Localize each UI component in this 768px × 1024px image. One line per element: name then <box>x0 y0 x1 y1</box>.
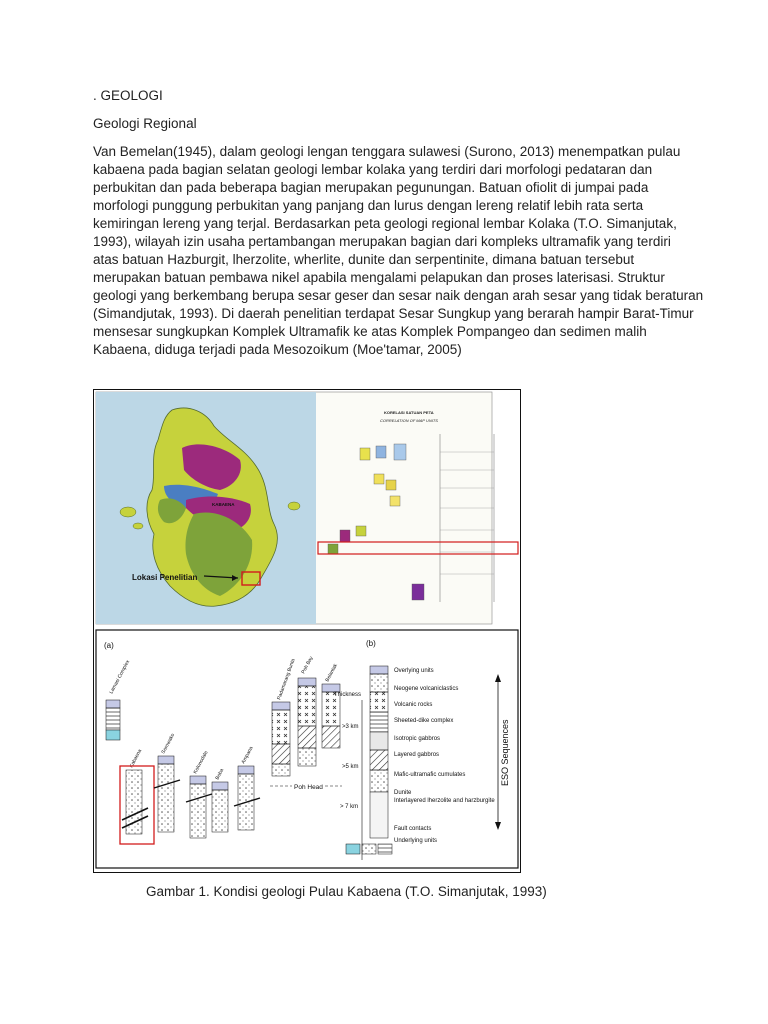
svg-text:Underlying units: Underlying units <box>394 838 438 844</box>
paragraph-line: Kabaena, diduga terjadi pada Mesozoikum (Moe'tamar, 2005) <box>93 342 462 357</box>
svg-text:Padamarang Bunta: Padamarang Bunta <box>276 658 297 701</box>
paragraph-line: atas batuan Hazburgit, lherzolite, wherlite, dunite dan serpentinite, dimana batuan tersebut <box>93 252 635 267</box>
svg-text:Volcanic rocks: Volcanic rocks <box>394 702 433 708</box>
paragraph-line: mensesar sungkupkan Komplek Ultramafik ke atas Komplek Pompangeo dan sedimen malih <box>93 324 647 339</box>
figure-caption: Gambar 1. Kondisi geologi Pulau Kabaena (T.O. Simanjutak, 1993) <box>146 884 547 899</box>
paragraph-line: merupakan batuan pembawa nikel apabila mengalami pelapukan dan proses laterisasi. Struktur <box>93 270 665 285</box>
svg-text:ESO Sequences: ESO Sequences <box>500 719 510 786</box>
svg-text:Thickness: Thickness <box>334 692 362 698</box>
svg-text:Ampana: Ampana <box>240 745 255 765</box>
svg-text:Sorowako: Sorowako <box>160 732 177 755</box>
svg-text:Dunite: Dunite <box>394 790 412 796</box>
svg-text:Neogene volcaniclastics: Neogene volcaniclastics <box>394 686 459 692</box>
svg-text:Fault contacts: Fault contacts <box>394 826 432 832</box>
svg-text:Kolonodale: Kolonodale <box>192 750 210 775</box>
figure-graphic <box>94 390 520 872</box>
island-label: KABAENA <box>212 502 235 507</box>
panel-a-label: (a) <box>104 641 114 650</box>
panel-b-label: (b) <box>366 639 376 648</box>
poh-head-label: Poh Head <box>294 784 323 791</box>
svg-text:Lamasi Complex: Lamasi Complex <box>108 659 132 695</box>
svg-text:Boba: Boba <box>214 767 226 781</box>
svg-text:>5 km: >5 km <box>342 764 359 770</box>
svg-text:Sheeted-dike complex: Sheeted-dike complex <box>394 718 454 724</box>
svg-text:Overlying units: Overlying units <box>394 668 434 674</box>
subsection-title: Geologi Regional <box>93 116 197 131</box>
paragraph-line: Van Bemelan(1945), dalam geologi lengan tenggara sulawesi (Surono, 2013) menempatkan pulau <box>93 144 681 159</box>
map-location-label: Lokasi Penelitian <box>132 573 198 582</box>
paragraph-line: (Simandjutak, 1993). Di daerah penelitian terdapat Sesar Sungkup yang berarah hampir Barat-Timur <box>93 306 694 321</box>
legend-title: KORELASI SATUAN PETA <box>384 410 434 415</box>
svg-text:Mafic-ultramafic cumulates: Mafic-ultramafic cumulates <box>394 772 466 778</box>
paragraph-line: kabaena pada bagian selatan geologi lembar kolaka yang terdiri dari morfologi pedataran dan <box>93 162 653 177</box>
svg-text:Interlayered lherzolite and ha: Interlayered lherzolite and harzburgite <box>394 798 495 804</box>
stratigraphy-panel <box>96 630 518 868</box>
svg-text:> 7 km: > 7 km <box>340 804 359 810</box>
svg-text:>3 km: >3 km <box>342 724 359 730</box>
legend-subtitle: CORRELATION OF MAP UNITS <box>380 418 438 423</box>
geology-figure <box>93 389 521 873</box>
map-panel <box>96 392 518 624</box>
paragraph-line: kemiringan lereng yang terjal. Berdasarkan peta geologi regional lembar Kolaka (T.O. Simanjutak, <box>93 216 677 231</box>
paragraph-line: morfologi punggung perbukitan yang panjang dan lurus dengan lereng relatif lebih rata serta <box>93 198 644 213</box>
paragraph-line: 1993), wilayah izin usaha pertambangan merupakan bagian dari kompleks ultramafik yang terdiri <box>93 234 671 249</box>
svg-text:Kabaena: Kabaena <box>128 748 144 769</box>
section-title: . GEOLOGI <box>93 88 163 103</box>
svg-text:Poh Bay: Poh Bay <box>300 655 315 675</box>
svg-text:Layered gabbros: Layered gabbros <box>394 752 440 758</box>
svg-text:Belantak: Belantak <box>324 662 339 683</box>
body-paragraph <box>93 143 704 359</box>
paragraph-line: perbukitan dan pada beberapa bagian merupakan pegunungan. Batuan ofiolit di jumpai pada <box>93 180 649 195</box>
svg-text:Isotropic gabbros: Isotropic gabbros <box>394 736 441 742</box>
paragraph-line: geologi yang berkembang berupa sesar geser dan sesar naik dengan arah sesar yang tidak beraturan <box>93 288 704 303</box>
